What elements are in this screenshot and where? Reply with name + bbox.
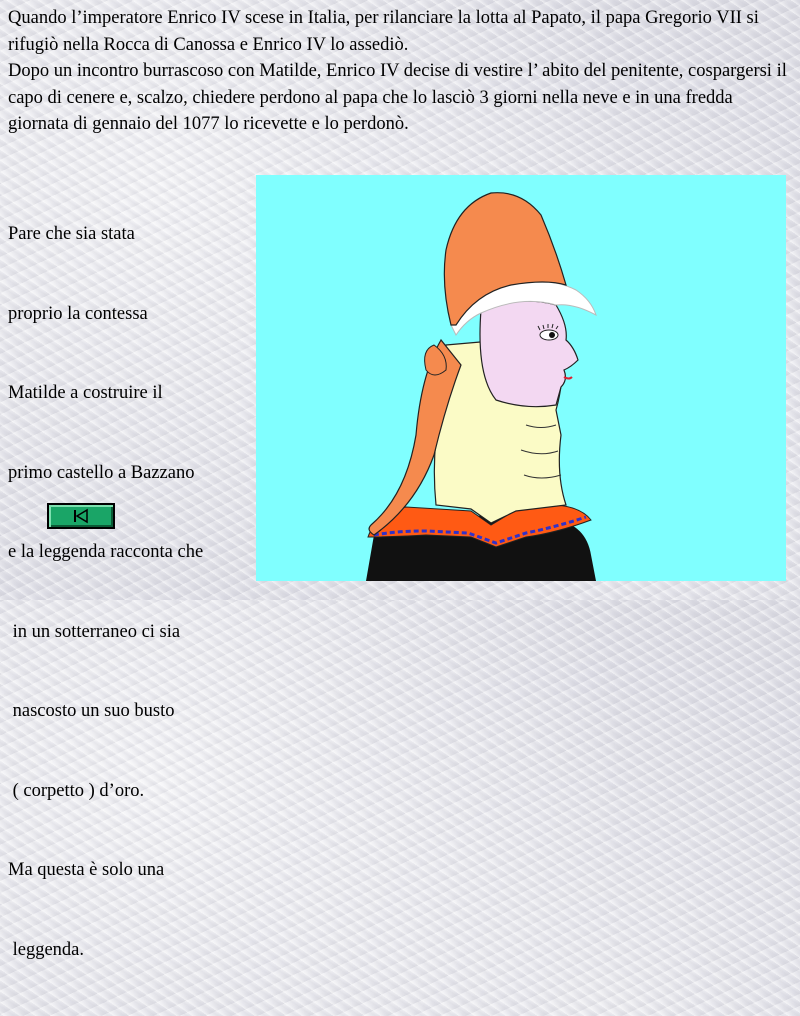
matilde-portrait-image xyxy=(256,175,786,581)
side-line: Ma questa è solo una xyxy=(8,860,165,880)
rewind-to-start-icon xyxy=(73,509,89,523)
side-line: nascosto un suo busto xyxy=(8,701,175,721)
side-line: leggenda. xyxy=(8,939,85,960)
mouth xyxy=(564,377,572,379)
intro-text xyxy=(8,5,794,138)
side-text xyxy=(8,168,253,1016)
side-line: proprio la contessa xyxy=(8,303,148,324)
side-line: Pare che sia stata xyxy=(8,224,135,244)
intro-paragraph-1: Quando l’imperatore Enrico IV scese in Italia, per rilanciare la lotta al Papato, il papa Gregorio VII si rifugiò nella Rocca di Canossa e Enrico IV lo assediò. xyxy=(8,8,759,55)
side-line: ( corpetto ) d’oro. xyxy=(8,780,145,801)
portrait-drawing xyxy=(256,175,786,581)
pupil xyxy=(549,332,555,338)
side-line: e la leggenda racconta che xyxy=(8,542,204,562)
side-line: Matilde a costruire il xyxy=(8,383,163,403)
face-shape xyxy=(480,301,578,407)
side-line: in un sotterraneo ci sia xyxy=(8,621,181,642)
back-to-start-button[interactable] xyxy=(47,503,115,529)
intro-paragraph-2: Dopo un incontro burrascoso con Matilde, Enrico IV decise di vestire l’ abito del penitente, cospargersi il capo di cenere e, scalzo, chiedere perdono al papa che lo lasciò 3 giorni nella neve e in una fredda giornata di gennaio del 1077 lo ricevette e lo perdonò. xyxy=(8,61,787,134)
side-line: primo castello a Bazzano xyxy=(8,462,195,483)
